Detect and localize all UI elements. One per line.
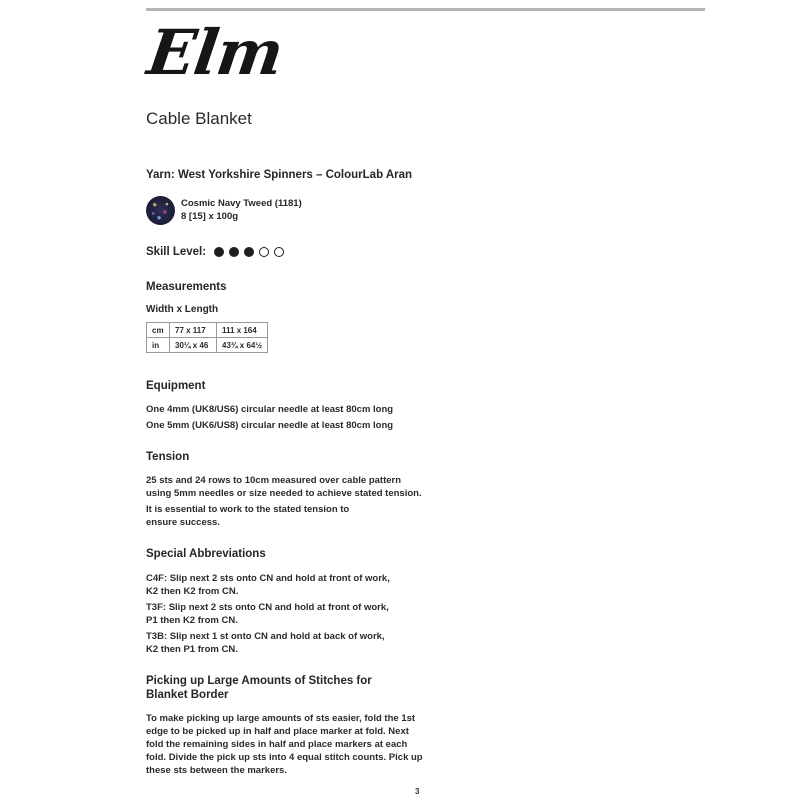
tension-line: It is essential to work to the stated tension to bbox=[146, 504, 350, 515]
abbreviation-line: T3B: Slip next 1 st onto CN and hold at back of work, bbox=[146, 631, 385, 642]
table-cell: in bbox=[147, 338, 170, 353]
equipment-line: One 4mm (UK8/US6) circular needle at least 80cm long bbox=[146, 404, 394, 415]
yarn-color-name: Cosmic Navy Tweed (1181) bbox=[181, 198, 302, 209]
table-row bbox=[147, 338, 268, 353]
equipment-line: One 5mm (UK6/US8) circular needle at least 80cm long bbox=[146, 420, 394, 431]
table-cell: 43¾ x 64½ bbox=[217, 338, 268, 353]
measurements-heading: Measurements bbox=[146, 281, 227, 293]
skill-dot bbox=[274, 247, 284, 257]
skill-dot bbox=[229, 247, 239, 257]
measurements-table bbox=[146, 322, 268, 353]
pattern-title-logo: Elm bbox=[143, 16, 287, 89]
pattern-subtitle: Cable Blanket bbox=[146, 109, 252, 128]
abbreviations-heading: Special Abbreviations bbox=[146, 548, 266, 560]
table-cell: 111 x 164 bbox=[217, 323, 268, 338]
top-rule bbox=[146, 8, 705, 11]
picking-up-heading: Blanket Border bbox=[146, 689, 229, 701]
skill-dot bbox=[259, 247, 269, 257]
picking-up-line: edge to be picked up in half and place marker at fold. Next bbox=[146, 726, 409, 737]
table-cell: cm bbox=[147, 323, 170, 338]
abbreviation-line: T3F: Slip next 2 sts onto CN and hold at front of work, bbox=[146, 602, 389, 613]
tension-heading: Tension bbox=[146, 451, 190, 463]
skill-level-label: Skill Level: bbox=[146, 246, 207, 258]
picking-up-line: fold the remaining sides in half and place markers at each bbox=[146, 739, 408, 750]
abbreviation-line: K2 then P1 from CN. bbox=[146, 644, 238, 655]
measurements-subheading: Width x Length bbox=[146, 304, 219, 315]
abbreviation-line: K2 then K2 from CN. bbox=[146, 586, 239, 597]
skill-dot bbox=[244, 247, 254, 257]
picking-up-line: To make picking up large amounts of sts easier, fold the 1st bbox=[146, 713, 416, 724]
table-cell: 77 x 117 bbox=[170, 323, 217, 338]
table-row bbox=[147, 323, 268, 338]
abbreviation-line: C4F: Slip next 2 sts onto CN and hold at front of work, bbox=[146, 573, 390, 584]
tension-line: using 5mm needles or size needed to achieve stated tension. bbox=[146, 488, 422, 499]
tension-line: ensure success. bbox=[146, 517, 220, 528]
picking-up-heading: Picking up Large Amounts of Stitches for bbox=[146, 675, 372, 687]
page-number: 3 bbox=[415, 787, 420, 796]
table-cell: 30¼ x 46 bbox=[170, 338, 217, 353]
skill-dot bbox=[214, 247, 224, 257]
picking-up-line: fold. Divide the pick up sts into 4 equal stitch counts. Pick up bbox=[146, 752, 423, 763]
picking-up-line: these sts between the markers. bbox=[146, 765, 287, 776]
skill-level bbox=[146, 246, 289, 258]
abbreviation-line: P1 then K2 from CN. bbox=[146, 615, 238, 626]
yarn-quantity: 8 [15] x 100g bbox=[181, 211, 239, 222]
tension-line: 25 sts and 24 rows to 10cm measured over cable pattern bbox=[146, 475, 402, 486]
equipment-heading: Equipment bbox=[146, 380, 206, 392]
yarn-heading: Yarn: West Yorkshire Spinners – ColourLab Aran bbox=[146, 169, 413, 181]
yarn-swatch bbox=[146, 196, 175, 225]
